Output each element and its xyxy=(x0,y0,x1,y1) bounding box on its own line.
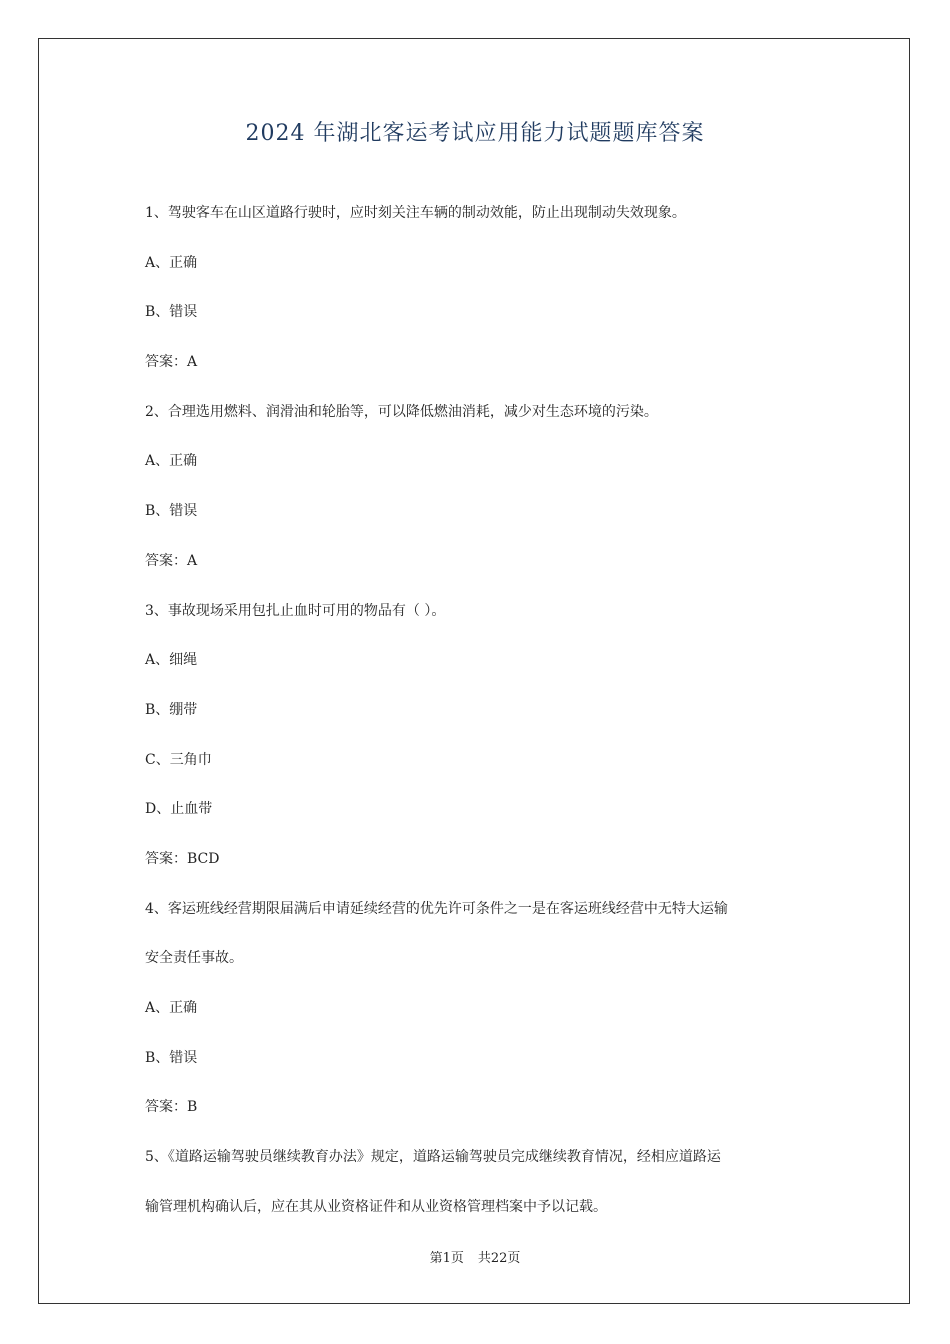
question-4-option-a: A、正确 xyxy=(145,1000,198,1016)
question-1-option-b: B、错误 xyxy=(145,304,198,321)
question-3-option-d: D、止血带 xyxy=(145,801,213,818)
question-2-answer: 答案：A xyxy=(145,552,198,569)
document-title: 2024 年湖北客运考试应用能力试题题库答案 xyxy=(245,121,705,146)
question-3-answer: 答案：BCD xyxy=(145,850,220,867)
question-3-option-c: C、三角巾 xyxy=(145,751,212,768)
question-3-option-a: A、细绳 xyxy=(145,652,198,669)
question-4-answer: 答案：B xyxy=(145,1099,198,1116)
question-1-answer: 答案：A xyxy=(145,354,198,371)
question-4-option-b: B、错误 xyxy=(145,1049,198,1066)
question-4-text-line-2: 安全责任事故。 xyxy=(145,950,243,967)
question-5-text-line-2: 输管理机构确认后，应在其从业资格证件和从业资格管理档案中予以记载。 xyxy=(145,1198,607,1215)
question-2-option-b: B、错误 xyxy=(145,503,198,520)
question-1-text: 1、驾驶客车在山区道路行驶时，应时刻关注车辆的制动效能，防止出现制动失效现象。 xyxy=(145,205,686,221)
question-2-option-a: A、正确 xyxy=(145,453,198,470)
question-1-option-a: A、正确 xyxy=(145,254,198,271)
question-4-text-line-1: 4、客运班线经营期限届满后申请延续经营的优先许可条件之一是在客运班线经营中无特大运输 xyxy=(145,900,728,917)
question-3-text: 3、事故现场采用包扎止血时可用的物品有（ ）。 xyxy=(145,602,446,619)
question-3-option-b: B、绷带 xyxy=(145,701,198,718)
page-footer xyxy=(0,1247,950,1266)
question-2-text: 2、合理选用燃料、润滑油和轮胎等，可以降低燃油消耗，减少对生态环境的污染。 xyxy=(145,403,658,420)
page-number: 第1页 xyxy=(429,1251,464,1266)
page-total: 共22页 xyxy=(477,1251,521,1266)
question-list xyxy=(145,200,825,1243)
question-5-text-line-1: 5、《道路运输驾驶员继续教育办法》规定，道路运输驾驶员完成继续教育情况，经相应道路运 xyxy=(145,1149,721,1166)
